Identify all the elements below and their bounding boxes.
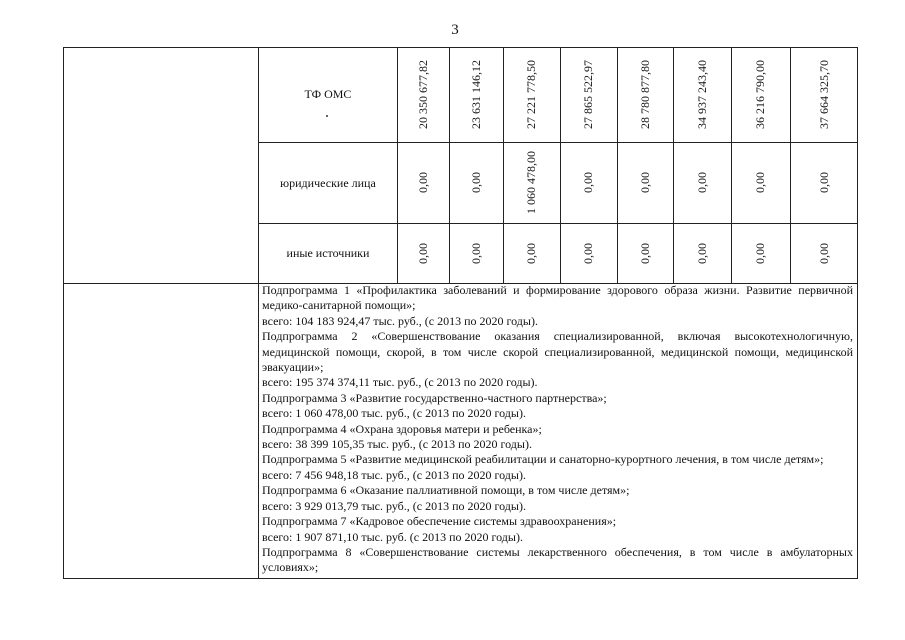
value-cell <box>743 47 777 142</box>
description-line: Подпрограмма 2 «Совершенствование оказания специализированной, включая высокотехнологичную, медицинской помощи, скорой, в том числе скорой специализированной, медицинской помощи, медицинской эвакуации»; <box>262 329 853 375</box>
cell-value: 34 937 243,40 <box>694 60 709 129</box>
value-cell <box>743 142 777 223</box>
value-cell <box>571 47 605 142</box>
row-label: ТФ ОМС <box>304 87 352 101</box>
cell-value: 27 865 522,97 <box>580 60 595 129</box>
value-cell <box>459 142 493 223</box>
cell-value: 1 060 478,00 <box>523 151 538 214</box>
cell-value: 28 780 877,80 <box>637 60 652 129</box>
cell-value: 0,00 <box>523 242 538 264</box>
cell-value: 0,00 <box>694 172 709 193</box>
value-cell <box>406 223 440 283</box>
description-line: всего: 1 907 871,10 тыс. руб. (с 2013 по 2020 годы). <box>262 529 523 544</box>
value-cell <box>514 142 548 223</box>
page-number: 3 <box>451 22 459 38</box>
description-line: всего: 3 929 013,79 тыс. руб., (с 2013 по 2020 годы). <box>262 498 526 513</box>
column-divider <box>449 47 450 283</box>
description-line: Подпрограмма 6 «Оказание паллиативной помощи, в том числе детям»; <box>262 483 630 498</box>
cell-value: 0,00 <box>415 172 430 193</box>
cell-value: 36 216 790,00 <box>752 60 767 129</box>
cell-value: 0,00 <box>415 242 430 264</box>
cell-value: 37 664 325,70 <box>816 60 831 129</box>
value-cell <box>628 223 662 283</box>
cell-value: 0,00 <box>816 242 831 264</box>
value-cell <box>571 142 605 223</box>
cell-value: 0,00 <box>637 242 652 264</box>
column-divider <box>731 47 732 283</box>
description-line: Подпрограмма 7 «Кадровое обеспечение системы здравоохранения»; <box>262 514 617 529</box>
value-cell <box>685 223 719 283</box>
stray-mark <box>326 115 328 117</box>
value-cell <box>406 142 440 223</box>
value-cell <box>571 223 605 283</box>
value-cell <box>807 223 841 283</box>
description-line: Подпрограмма 3 «Развитие государственно-частного партнерства»; <box>262 390 607 405</box>
column-divider <box>790 47 791 283</box>
value-cell <box>685 47 719 142</box>
description-line: Подпрограмма 4 «Охрана здоровья матери и ребенка»; <box>262 421 542 436</box>
description-line: всего: 195 374 374,11 тыс. руб., (с 2013 по 2020 годы). <box>262 375 538 390</box>
cell-value: 27 221 778,50 <box>523 60 538 129</box>
value-cell <box>628 142 662 223</box>
value-cell <box>406 47 440 142</box>
cell-value: 0,00 <box>816 172 831 193</box>
value-cell <box>807 142 841 223</box>
cell-value: 0,00 <box>752 172 767 193</box>
row-label: иные источники <box>286 246 370 260</box>
cell-value: 23 631 146,12 <box>468 60 483 129</box>
subprogram-description <box>262 283 853 576</box>
description-line: всего: 38 399 105,35 тыс. руб., (с 2013 по 2020 годы). <box>262 437 532 452</box>
cell-value: 0,00 <box>468 242 483 264</box>
value-cell <box>743 223 777 283</box>
description-line: Подпрограмма 5 «Развитие медицинской реабилитации и санаторно-курортного лечения, в том числе детям»; <box>262 452 824 467</box>
description-line: Подпрограмма 1 «Профилактика заболеваний и формирование здорового образа жизни. Развитие первичной медико-санитарной помощи»; <box>262 283 853 313</box>
column-divider <box>503 47 504 283</box>
cell-value: 0,00 <box>580 242 595 264</box>
row-label: юридические лица <box>280 176 376 190</box>
value-cell <box>685 142 719 223</box>
cell-value: 0,00 <box>580 172 595 193</box>
value-cell <box>459 223 493 283</box>
column-divider <box>258 47 259 579</box>
description-line: Подпрограмма 8 «Совершенствование системы лекарственного обеспечения, в том числе в амбулаторных условиях»; <box>262 544 853 575</box>
value-cell <box>514 223 548 283</box>
column-divider <box>617 47 618 283</box>
column-divider <box>560 47 561 283</box>
value-cell <box>514 47 548 142</box>
cell-value: 0,00 <box>637 172 652 193</box>
cell-value: 0,00 <box>694 242 709 264</box>
cell-value: 0,00 <box>468 172 483 193</box>
cell-value: 0,00 <box>752 242 767 264</box>
value-cell <box>807 47 841 142</box>
description-line: всего: 104 183 924,47 тыс. руб., (с 2013 по 2020 годы). <box>262 313 538 328</box>
description-line: всего: 7 456 948,18 тыс. руб., (с 2013 по 2020 годы). <box>262 467 526 482</box>
column-divider <box>673 47 674 283</box>
description-line: всего: 1 060 478,00 тыс. руб., (с 2013 по 2020 годы). <box>262 406 526 421</box>
cell-value: 20 350 677,82 <box>415 60 430 129</box>
value-cell <box>459 47 493 142</box>
value-cell <box>628 47 662 142</box>
